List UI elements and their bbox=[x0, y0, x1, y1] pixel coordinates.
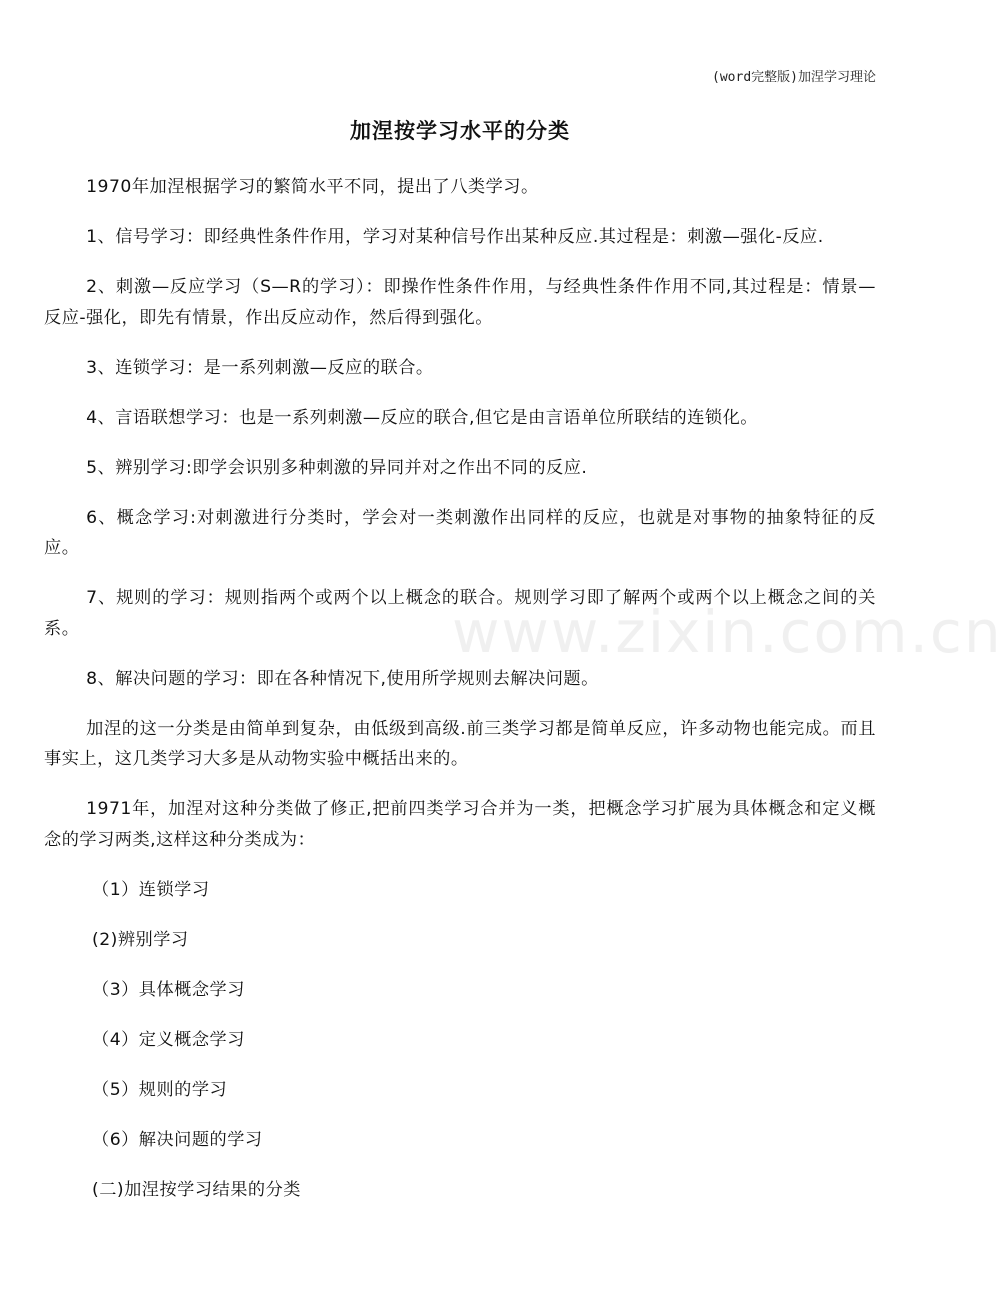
paragraph-rule-learning: 7、规则的学习：规则指两个或两个以上概念的联合。规则学习即了解两个或两个以上概念之间的关系。 bbox=[44, 588, 876, 639]
paragraph-problem-solving: 8、解决问题的学习：即在各种情况下,使用所学规则去解决问题。 bbox=[86, 668, 599, 689]
paragraph-summary: 加涅的这一分类是由简单到复杂，由低级到高级.前三类学习都是简单反应，许多动物也能完成。而且事实上，这几类学习大多是从动物实验中概括出来的。 bbox=[44, 718, 876, 769]
paragraph-intro: 1970年加涅根据学习的繁简水平不同，提出了八类学习。 bbox=[86, 177, 539, 197]
list-item: （4）定义概念学习 bbox=[92, 1029, 245, 1050]
paragraph-1971-revision: 1971年，加涅对这种分类做了修正,把前四类学习合并为一类，把概念学习扩展为具体概念和定义概念的学习两类,这样这种分类成为： bbox=[44, 799, 876, 850]
list-item: (2)辨别学习 bbox=[92, 929, 189, 950]
section-heading: (二)加涅按学习结果的分类 bbox=[92, 1179, 301, 1200]
paragraph-signal-learning: 1、信号学习：即经典性条件作用，学习对某种信号作出某种反应.其过程是：刺激—强化-反应. bbox=[86, 227, 824, 247]
paragraph-concept-learning: 6、概念学习:对刺激进行分类时，学会对一类刺激作出同样的反应，也就是对事物的抽象特征的反应。 bbox=[44, 507, 876, 558]
paragraph-discrimination: 5、辨别学习:即学会识别多种刺激的异同并对之作出不同的反应. bbox=[86, 457, 588, 478]
list-item: （6）解决问题的学习 bbox=[92, 1129, 263, 1150]
running-header: (word完整版)加涅学习理论 bbox=[712, 70, 876, 85]
document-body bbox=[44, 172, 876, 1225]
list-item: （5）规则的学习 bbox=[92, 1079, 228, 1100]
list-item: （3）具体概念学习 bbox=[92, 979, 245, 1000]
paragraph-verbal-association: 4、言语联想学习：也是一系列刺激—反应的联合,但它是由言语单位所联结的连锁化。 bbox=[86, 407, 758, 428]
document-title: 加涅按学习水平的分类 bbox=[350, 119, 570, 143]
paragraph-chaining: 3、连锁学习：是一系列刺激—反应的联合。 bbox=[86, 357, 434, 378]
paragraph-stimulus-response: 2、刺激—反应学习（S—R的学习）：即操作性条件作用，与经典性条件作用不同,其过程是：情景—反应-强化，即先有情景，作出反应动作，然后得到强化。 bbox=[44, 277, 876, 328]
list-item: （1）连锁学习 bbox=[92, 879, 210, 900]
watermark: www.zixin.com.cn bbox=[452, 598, 1003, 666]
